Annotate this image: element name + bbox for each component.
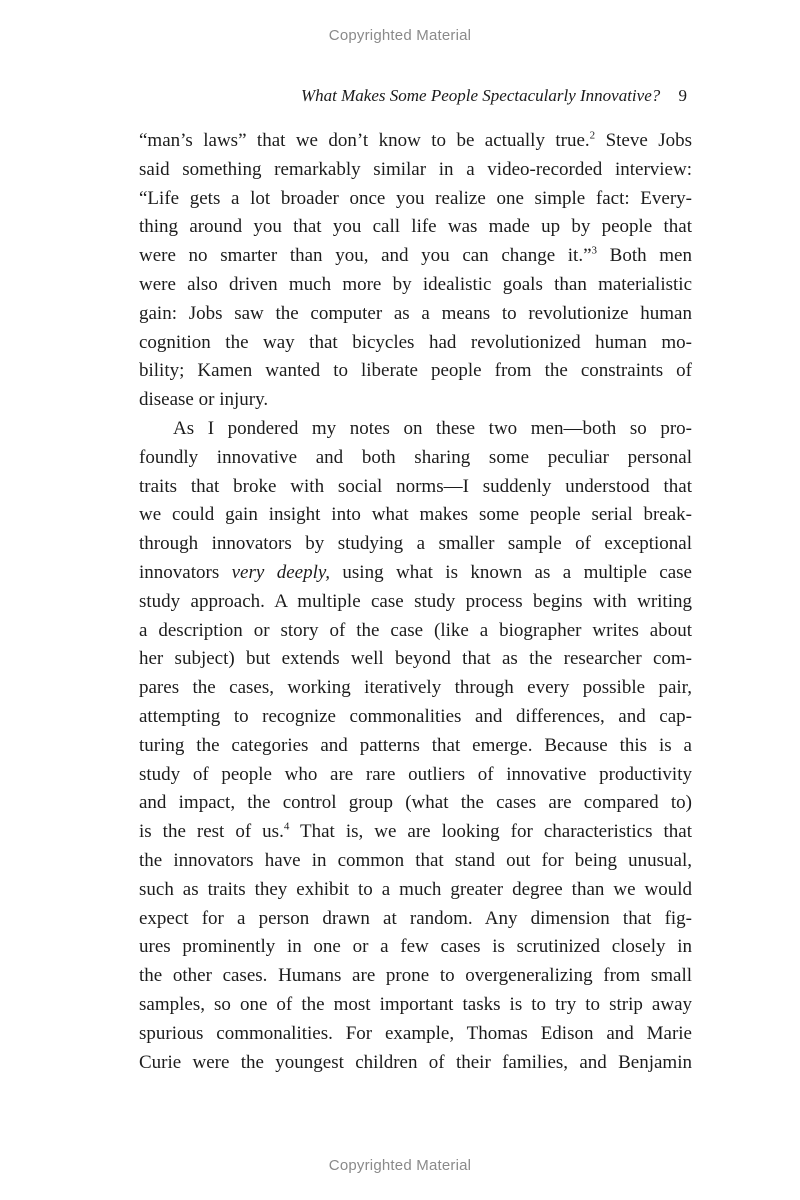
text-line: bility; Kamen wanted to liberate people from the constraints of bbox=[139, 360, 692, 382]
text-run: innovators bbox=[139, 561, 232, 583]
text-line: expect for a person drawn at random. Any dimension that fig- bbox=[139, 907, 692, 929]
text-line: a description or story of the case (like a biographer writes about bbox=[139, 619, 692, 641]
text-line: we could gain insight into what makes some people serial break- bbox=[139, 504, 692, 526]
footnote-ref-2: 2 bbox=[589, 129, 596, 142]
text-line: were also driven much more by idealistic goals than materialistic bbox=[139, 273, 692, 295]
text-line: said something remarkably similar in a video-recorded interview: bbox=[139, 158, 692, 180]
emphasis-text: very deeply, bbox=[231, 561, 330, 583]
text-line: turing the categories and patterns that emerge. Because this is a bbox=[139, 734, 692, 756]
text-run: Both men bbox=[597, 245, 692, 267]
text-line: “Life gets a lot broader once you realize one simple fact: Every- bbox=[139, 187, 692, 209]
text-line: gain: Jobs saw the computer as a means to revolutionize human bbox=[139, 302, 692, 324]
text-line: thing around you that you call life was made up by people that bbox=[139, 216, 692, 238]
text-line: attempting to recognize commonalities and differences, and cap- bbox=[139, 705, 692, 727]
paragraph-1 bbox=[139, 127, 692, 415]
text-line: the other cases. Humans are prone to overgeneralizing from small bbox=[139, 965, 692, 987]
text-run: using what is known as a multiple case bbox=[330, 561, 692, 583]
text-line: through innovators by studying a smaller sample of exceptional bbox=[139, 533, 692, 555]
page-number: 9 bbox=[678, 86, 687, 105]
paragraph-2 bbox=[139, 415, 692, 1077]
text-line bbox=[139, 559, 692, 588]
text-line: spurious commonalities. For example, Thomas Edison and Marie bbox=[139, 1022, 692, 1044]
body-text bbox=[139, 127, 692, 1077]
text-line: samples, so one of the most important tasks is to try to strip away bbox=[139, 993, 692, 1015]
text-run: Steve Jobs bbox=[595, 130, 693, 151]
text-line: ures prominently in one or a few cases is scrutinized closely in bbox=[139, 936, 692, 958]
text-line: As I pondered my notes on these two men—both so pro- bbox=[173, 417, 692, 439]
text-line: her subject) but extends well beyond that as the researcher com- bbox=[139, 648, 692, 670]
footnote-ref-4: 4 bbox=[283, 820, 290, 833]
text-line: disease or injury. bbox=[139, 389, 269, 411]
running-title: What Makes Some People Spectacularly Innovative? bbox=[301, 86, 661, 105]
text-line: cognition the way that bicycles had revolutionized human mo- bbox=[139, 331, 692, 353]
text-line: study approach. A multiple case study process begins with writing bbox=[139, 590, 692, 612]
text-line bbox=[139, 818, 692, 847]
text-line: study of people who are rare outliers of innovative productivity bbox=[139, 763, 692, 785]
text-line: Curie were the youngest children of their families, and Benjamin bbox=[139, 1051, 692, 1073]
text-run: were no smarter than you, and you can change it.” bbox=[139, 245, 592, 267]
text-line: such as traits they exhibit to a much greater degree than we would bbox=[139, 878, 692, 900]
watermark-top: Copyrighted Material bbox=[328, 27, 472, 44]
text-line bbox=[139, 127, 692, 156]
text-line: traits that broke with social norms—I suddenly understood that bbox=[139, 475, 692, 497]
text-line: the innovators have in common that stand out for being unusual, bbox=[139, 849, 692, 871]
text-run: is the rest of us. bbox=[139, 821, 284, 843]
text-line: pares the cases, working iteratively through every possible pair, bbox=[139, 677, 692, 699]
running-header bbox=[301, 86, 687, 106]
text-run: That is, we are looking for characteristics that bbox=[289, 821, 692, 843]
text-line: foundly innovative and both sharing some peculiar personal bbox=[139, 446, 692, 468]
footnote-ref-3: 3 bbox=[591, 244, 598, 257]
watermark-bottom: Copyrighted Material bbox=[328, 1157, 472, 1174]
text-run: “man’s laws” that we don’t know to be actually true. bbox=[139, 130, 590, 151]
text-line bbox=[139, 242, 692, 271]
text-line: and impact, the control group (what the cases are compared to) bbox=[139, 792, 692, 814]
